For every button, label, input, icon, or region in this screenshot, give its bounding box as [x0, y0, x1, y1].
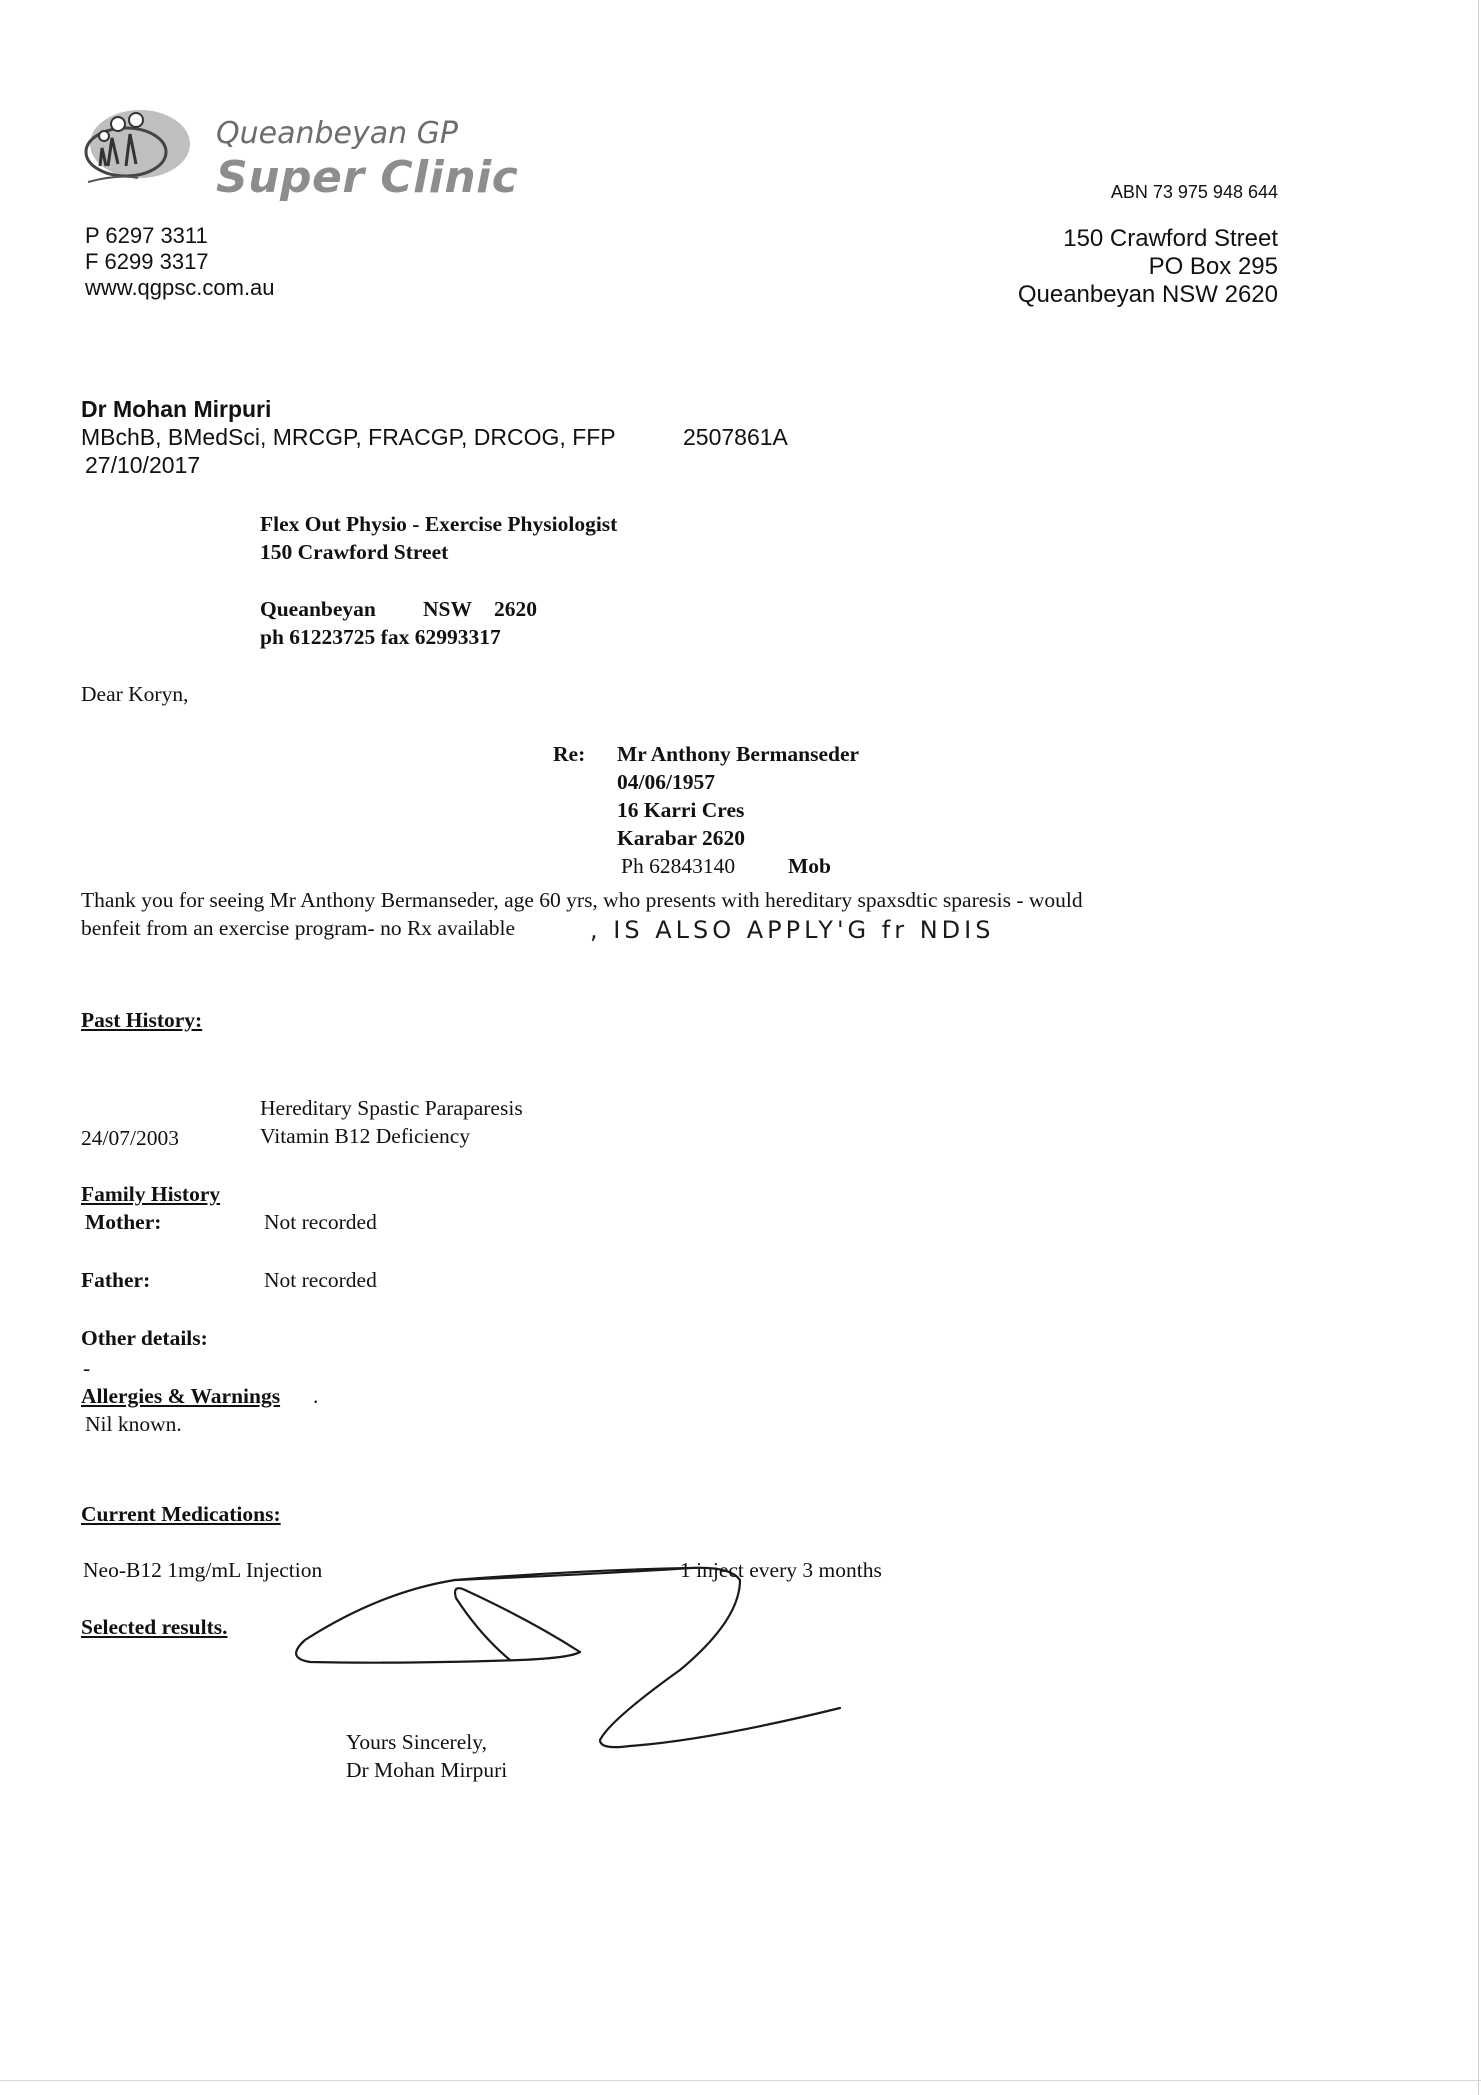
recipient-state: NSW	[423, 597, 472, 621]
medications-heading: Current Medications:	[81, 1502, 281, 1526]
clinic-name-main: Super Clinic	[216, 152, 519, 203]
doctor-name: Dr Mohan Mirpuri	[81, 396, 272, 422]
clinic-phone: P 6297 3311	[85, 223, 208, 248]
letter-date: 27/10/2017	[85, 452, 201, 478]
doctor-provider-number: 2507861A	[683, 424, 788, 450]
closing-line1: Yours Sincerely,	[346, 1730, 487, 1754]
allergies-heading-period: .	[313, 1384, 319, 1408]
clinic-website: www.qgpsc.com.au	[85, 275, 275, 300]
recipient-phone-fax: ph 61223725 fax 62993317	[260, 625, 501, 649]
past-history-condition: Vitamin B12 Deficiency	[260, 1124, 471, 1148]
allergies-value: Nil known.	[85, 1412, 182, 1436]
patient-street: 16 Karri Cres	[617, 798, 745, 822]
clinic-fax: F 6299 3317	[85, 249, 209, 274]
medication-dose: 1 inject every 3 months	[680, 1558, 882, 1582]
handwritten-annotation: , IS ALSO APPLY'G fr NDIS	[590, 916, 995, 944]
clinic-abn: ABN 73 975 948 644	[1110, 182, 1278, 202]
re-label: Re:	[553, 742, 586, 766]
closing-line2: Dr Mohan Mirpuri	[346, 1758, 508, 1782]
family-figures-logo-icon	[78, 104, 198, 184]
past-history-date: 24/07/2003	[81, 1126, 179, 1150]
doctor-qualifications: MBchB, BMedSci, MRCGP, FRACGP, DRCOG, FFP	[81, 424, 616, 450]
body-line1: Thank you for seeing Mr Anthony Bermanseder, age 60 yrs, who presents with hereditary spaxsdtic sparesis - would	[81, 888, 1083, 912]
selected-results-heading: Selected results.	[81, 1615, 228, 1639]
clinic-name-top: Queanbeyan GP	[216, 116, 459, 151]
clinic-address-line: PO Box 295	[1148, 253, 1278, 280]
patient-dob: 04/06/1957	[617, 770, 715, 794]
father-value: Not recorded	[264, 1268, 377, 1292]
salutation: Dear Koryn,	[81, 682, 189, 706]
past-history-heading: Past History:	[81, 1008, 203, 1032]
other-details-heading: Other details:	[81, 1326, 208, 1350]
clinic-address-line: 150 Crawford Street	[1063, 225, 1278, 252]
medication-name: Neo-B12 1mg/mL Injection	[83, 1558, 323, 1582]
body-line2: benfeit from an exercise program- no Rx available	[81, 916, 515, 940]
scan-edge-line	[1478, 0, 1479, 2095]
patient-name: Mr Anthony Bermanseder	[617, 742, 860, 766]
recipient-line1: Flex Out Physio - Exercise Physiologist	[260, 512, 618, 536]
recipient-line2: 150 Crawford Street	[260, 540, 449, 564]
mother-value: Not recorded	[264, 1210, 377, 1234]
clinic-address-line: Queanbeyan NSW 2620	[1017, 281, 1278, 308]
patient-phone: Ph 62843140	[621, 854, 736, 878]
patient-suburb: Karabar 2620	[617, 826, 746, 850]
clinic-address	[1018, 225, 1278, 309]
other-details-value: -	[83, 1356, 91, 1380]
mother-label: Mother:	[85, 1210, 162, 1234]
family-history-heading: Family History	[81, 1182, 221, 1206]
past-history-condition: Hereditary Spastic Paraparesis	[260, 1096, 523, 1120]
clinic-contact	[85, 223, 275, 301]
recipient-suburb: Queanbeyan	[260, 597, 376, 621]
patient-mob-label: Mob	[788, 854, 831, 878]
scan-bottom-line	[0, 2080, 1481, 2081]
father-label: Father:	[81, 1268, 151, 1292]
allergies-heading: Allergies & Warnings	[81, 1384, 281, 1408]
recipient-postcode: 2620	[494, 597, 537, 621]
